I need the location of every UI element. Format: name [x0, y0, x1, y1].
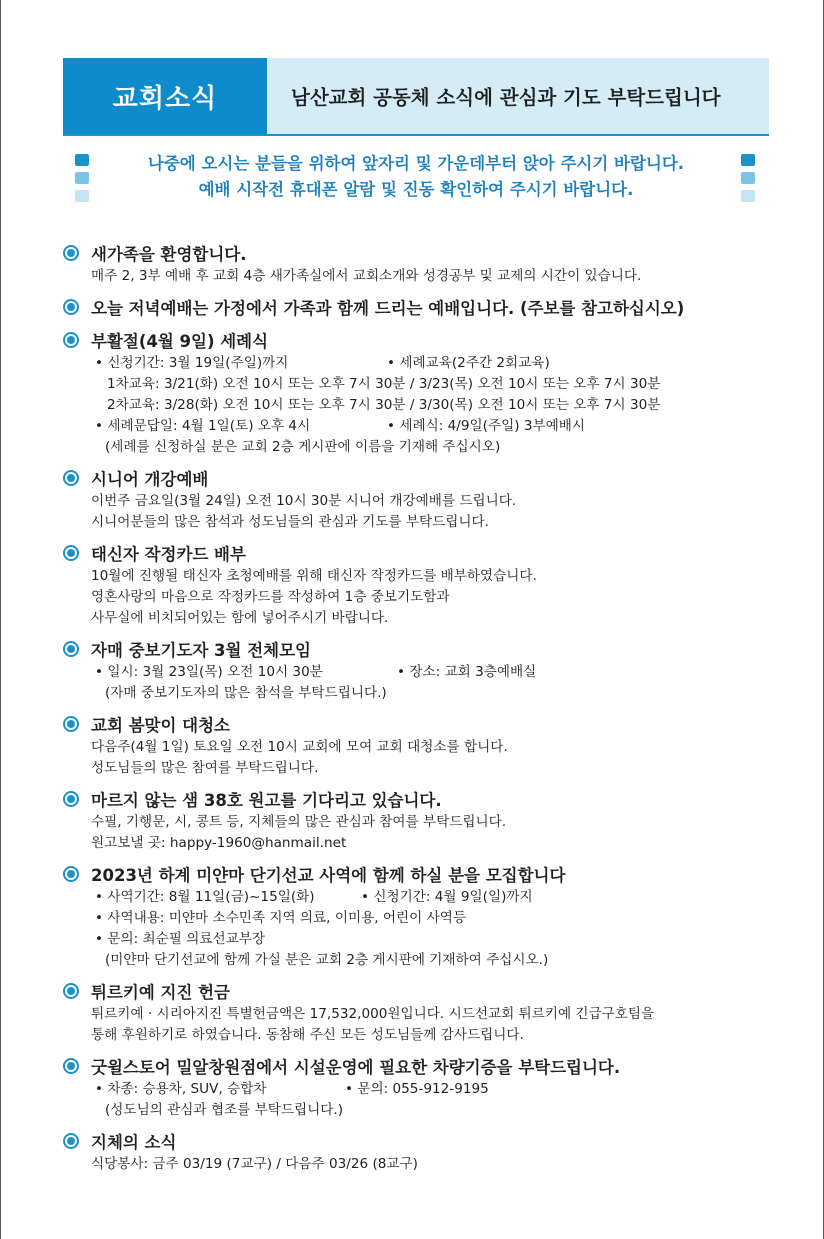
news-item-member-news [63, 1128, 763, 1175]
news-item-baptism [63, 327, 763, 458]
news-body [63, 491, 763, 533]
news-bullet-text: • 차종: 승용차, SUV, 승합차 [95, 1081, 267, 1097]
circle-bullet-icon [63, 641, 79, 657]
circle-bullet-icon [63, 545, 79, 561]
news-title: 마르지 않는 샘 38호 원고를 기다리고 있습니다. [91, 791, 442, 810]
circle-bullet-icon [63, 470, 79, 486]
news-bullet-text: • 사역내용: 미얀마 소수민족 지역 의료, 이미용, 어린이 사역등 [95, 910, 466, 926]
news-line: 이번주 금요일(3월 24일) 오전 10시 30분 시니어 개강예배를 드립니다. [91, 493, 517, 509]
news-note: (성도님의 관심과 협조를 부탁드립니다.) [105, 1102, 343, 1118]
news-item-vehicle-donation [63, 1053, 763, 1121]
circle-bullet-icon [63, 299, 79, 315]
section-subtitle: 남산교회 공동체 소식에 관심과 기도 부탁드립니다 [291, 86, 721, 109]
news-title-row [63, 540, 763, 566]
news-title: 2023년 하계 미얀마 단기선교 사역에 함께 하실 분을 모집합니다 [91, 866, 566, 885]
news-line: 10월에 진행될 태신자 초청예배를 위해 태신자 작정카드를 배부하였습니다. [91, 568, 537, 584]
news-body [63, 1004, 763, 1046]
notice-box [63, 146, 769, 212]
decor-squares-right [741, 154, 755, 208]
square-icon [75, 190, 89, 202]
section-header [63, 58, 769, 136]
news-line: 1차교육: 3/21(화) 오전 10시 또는 오후 7시 30분 / 3/23(목) 오전 10시 또는 오후 7시 30분 [107, 376, 661, 392]
news-item-intercessor-meeting [63, 636, 763, 704]
news-title-row [63, 465, 763, 491]
news-bullet-text: • 문의: 최순필 의료선교부장 [95, 931, 266, 947]
news-item-turkey-offering [63, 978, 763, 1046]
news-title: 지체의 소식 [91, 1133, 177, 1152]
news-item-new-family [63, 240, 763, 287]
circle-bullet-icon [63, 1133, 79, 1149]
news-body [63, 1079, 763, 1121]
circle-bullet-icon [63, 866, 79, 882]
news-title-row [63, 711, 763, 737]
news-title-row [63, 786, 763, 812]
news-item-manuscript [63, 786, 763, 854]
news-line: 식당봉사: 금주 03/19 (7교구) / 다음주 03/26 (8교구) [91, 1156, 418, 1172]
news-title-row [63, 636, 763, 662]
news-title: 자매 중보기도자 3월 전체모임 [91, 641, 311, 660]
news-bullet-text: • 일시: 3월 23일(목) 오전 10시 30분 [95, 664, 323, 680]
news-bullet-text: • 신청기간: 4월 9일(일)까지 [361, 889, 533, 905]
news-title-row [63, 1053, 763, 1079]
news-line: 시니어분들의 많은 참석과 성도님들의 관심과 기도를 부탁드립니다. [91, 514, 489, 530]
news-title: 교회 봄맞이 대청소 [91, 716, 231, 735]
square-icon [75, 172, 89, 184]
news-list [63, 240, 763, 1182]
news-bullet-text: • 세례교육(2주간 2회교육) [387, 355, 550, 371]
news-line: 성도님들의 많은 참여를 부탁드립니다. [91, 760, 319, 776]
news-note: (세례를 신청하실 분은 교회 2층 게시판에 이름을 기재해 주십시오) [105, 439, 501, 455]
news-title-row [63, 1128, 763, 1154]
section-tag: 교회소식 [63, 58, 267, 134]
news-item-mission-trip [63, 861, 763, 971]
news-body [63, 662, 763, 704]
news-pair-line [91, 1079, 763, 1100]
news-note: (미얀마 단기선교에 함께 가실 분은 교회 2층 게시판에 기재하여 주십시오.) [105, 952, 549, 968]
square-icon [741, 172, 755, 184]
circle-bullet-icon [63, 245, 79, 261]
news-title: 태신자 작정카드 배부 [91, 545, 246, 564]
news-body [63, 353, 763, 458]
news-pair-line [91, 416, 763, 437]
news-item-senior-service [63, 465, 763, 533]
news-body [63, 887, 763, 971]
news-line: 영혼사랑의 마음으로 작정카드를 작성하여 1층 중보기도함과 [91, 589, 450, 605]
news-title-row [63, 861, 763, 887]
news-bullet-text: • 신청기간: 3월 19일(주일)까지 [95, 355, 289, 371]
news-pair-line [91, 353, 763, 374]
news-pair-line [91, 662, 763, 683]
circle-bullet-icon [63, 791, 79, 807]
square-icon [741, 154, 755, 166]
news-title-row [63, 327, 763, 353]
circle-bullet-icon [63, 716, 79, 732]
circle-bullet-icon [63, 1058, 79, 1074]
news-line: 2차교육: 3/28(화) 오전 10시 또는 오후 7시 30분 / 3/30(목) 오전 10시 또는 오후 7시 30분 [107, 397, 661, 413]
news-title-row [63, 294, 763, 320]
news-body [63, 566, 763, 629]
news-pair-line [91, 887, 763, 908]
news-title: 부활절(4월 9일) 세례식 [91, 332, 269, 351]
news-title: 새가족을 환영합니다. [91, 245, 247, 264]
news-bullet-text: • 세례문답일: 4월 1일(토) 오후 4시 [95, 418, 311, 434]
decor-squares-left [75, 154, 89, 208]
news-line: 다음주(4월 1일) 토요일 오전 10시 교회에 모여 교회 대청소를 합니다. [91, 739, 508, 755]
news-title: 튀르키예 지진 헌금 [91, 983, 231, 1002]
circle-bullet-icon [63, 332, 79, 348]
news-body [63, 812, 763, 854]
news-line: 통해 후원하기로 하였습니다. 동참해 주신 모든 성도님들께 감사드립니다. [91, 1027, 524, 1043]
square-icon [741, 190, 755, 202]
news-title: 오늘 저녁예배는 가정에서 가족과 함께 드리는 예배입니다. (주보를 참고하십시오) [91, 299, 685, 318]
news-bullet-text: • 세례식: 4/9일(주일) 3부예배시 [387, 418, 586, 434]
news-body [63, 737, 763, 779]
news-title: 시니어 개강예배 [91, 470, 209, 489]
news-title-row [63, 240, 763, 266]
news-body [63, 266, 763, 287]
news-body [63, 1154, 763, 1175]
news-line: 수필, 기행문, 시, 콩트 등, 지체들의 많은 관심과 참여를 부탁드립니다. [91, 814, 507, 830]
news-line: 매주 2, 3부 예배 후 교회 4층 새가족실에서 교회소개와 성경공부 및 교제의 시간이 있습니다. [91, 268, 642, 284]
notice-line-2: 예배 시작전 휴대폰 알람 및 진동 확인하여 주시기 바랍니다. [198, 180, 634, 199]
news-bullet-text: • 사역기간: 8월 11일(금)~15일(화) [95, 889, 315, 905]
notice-line-1: 나중에 오시는 분들을 위하여 앞자리 및 가운데부터 앉아 주시기 바랍니다. [147, 154, 685, 173]
news-line: 튀르키예 · 시리아지진 특별헌금액은 17,532,000원입니다. 시드선교회 튀르키예 긴급구호팀을 [91, 1006, 655, 1022]
news-item-pledge-card [63, 540, 763, 629]
news-bullet-text: • 장소: 교회 3층예배실 [397, 664, 537, 680]
news-title-row [63, 978, 763, 1004]
square-icon [75, 154, 89, 166]
news-note: (자매 중보기도자의 많은 참석을 부탁드립니다.) [105, 685, 387, 701]
news-item-spring-cleaning [63, 711, 763, 779]
news-line: 사무실에 비치되어있는 함에 넣어주시기 바랍니다. [91, 610, 389, 626]
news-line: 원고보낼 곳: happy-1960@hanmail.net [91, 835, 347, 851]
news-bullet-text: • 문의: 055-912-9195 [345, 1081, 489, 1097]
news-title: 굿윌스토어 밀알창원점에서 시설운영에 필요한 차량기증을 부탁드립니다. [91, 1058, 621, 1077]
circle-bullet-icon [63, 983, 79, 999]
news-item-evening-service [63, 294, 763, 320]
